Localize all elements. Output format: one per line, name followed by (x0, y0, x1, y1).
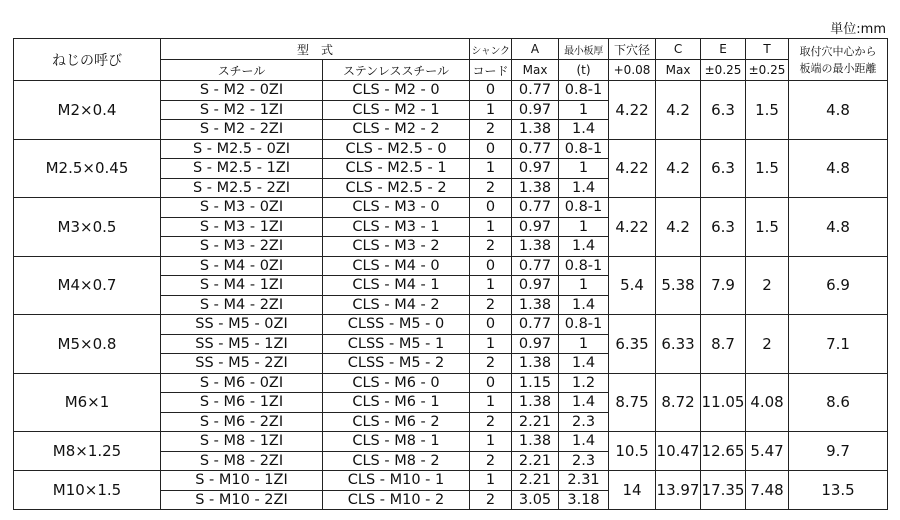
min-plate-cell: 1 (559, 159, 609, 179)
shank-code-cell: 1 (470, 217, 512, 237)
steel-model-cell: S - M4 - 0ZI (161, 256, 323, 276)
hole-diameter-cell: 4.22 (609, 198, 656, 257)
table-row (14, 81, 888, 101)
a-max-cell: 1.38 (512, 393, 559, 413)
hole-diameter-cell: 5.4 (609, 256, 656, 315)
steel-model-cell: S - M2 - 2ZI (161, 120, 323, 140)
steel-model-cell: S - M2 - 0ZI (161, 81, 323, 101)
shank-code-cell: 1 (470, 100, 512, 120)
thread-size-cell: M5×0.8 (14, 315, 161, 374)
header-a: A (512, 39, 559, 60)
header-min-distance-line2: 板端の最小距離 (799, 61, 877, 75)
table-row (14, 256, 888, 276)
min-plate-cell: 0.8-1 (559, 256, 609, 276)
header-thread: ねじの呼び (14, 39, 161, 81)
e-value-cell: 11.05 (701, 373, 746, 432)
steel-model-cell: SS - M5 - 0ZI (161, 315, 323, 335)
shank-code-cell: 1 (470, 471, 512, 491)
thread-size-cell: M3×0.5 (14, 198, 161, 257)
header-e: E (701, 39, 746, 60)
header-t: T (746, 39, 789, 60)
c-max-cell: 6.33 (656, 315, 701, 374)
min-plate-cell: 1 (559, 334, 609, 354)
steel-model-cell: SS - M5 - 1ZI (161, 334, 323, 354)
a-max-cell: 1.38 (512, 120, 559, 140)
min-plate-cell: 2.3 (559, 412, 609, 432)
min-plate-cell: 1.4 (559, 354, 609, 374)
steel-model-cell: S - M8 - 2ZI (161, 451, 323, 471)
stainless-model-cell: CLS - M2.5 - 1 (323, 159, 470, 179)
min-plate-cell: 1 (559, 100, 609, 120)
min-plate-cell: 0.8-1 (559, 81, 609, 101)
min-plate-cell: 1.4 (559, 295, 609, 315)
steel-model-cell: SS - M5 - 2ZI (161, 354, 323, 374)
shank-code-cell: 2 (470, 412, 512, 432)
header-hole: 下穴径 (609, 39, 656, 60)
e-value-cell: 6.3 (701, 198, 746, 257)
stainless-model-cell: CLS - M3 - 1 (323, 217, 470, 237)
a-max-cell: 2.21 (512, 412, 559, 432)
header-a-max: Max (512, 60, 559, 81)
table-row (14, 432, 888, 452)
min-distance-cell: 13.5 (789, 471, 888, 510)
steel-model-cell: S - M6 - 2ZI (161, 412, 323, 432)
table-row (14, 373, 888, 393)
shank-code-cell: 2 (470, 295, 512, 315)
min-distance-cell: 6.9 (789, 256, 888, 315)
a-max-cell: 0.97 (512, 276, 559, 296)
stainless-model-cell: CLS - M2.5 - 0 (323, 139, 470, 159)
e-value-cell: 7.9 (701, 256, 746, 315)
min-plate-cell: 1.4 (559, 178, 609, 198)
c-max-cell: 10.47 (656, 432, 701, 471)
thread-size-cell: M10×1.5 (14, 471, 161, 510)
header-shank: シャンク (470, 39, 512, 60)
a-max-cell: 2.21 (512, 451, 559, 471)
steel-model-cell: S - M4 - 1ZI (161, 276, 323, 296)
table-row (14, 139, 888, 159)
stainless-model-cell: CLS - M4 - 0 (323, 256, 470, 276)
a-max-cell: 1.38 (512, 354, 559, 374)
header-steel: スチール (161, 60, 323, 81)
min-distance-cell: 4.8 (789, 139, 888, 198)
c-max-cell: 4.2 (656, 198, 701, 257)
stainless-model-cell: CLS - M2 - 2 (323, 120, 470, 140)
stainless-model-cell: CLS - M6 - 1 (323, 393, 470, 413)
shank-code-cell: 1 (470, 159, 512, 179)
steel-model-cell: S - M3 - 1ZI (161, 217, 323, 237)
a-max-cell: 0.77 (512, 256, 559, 276)
table-body (14, 81, 888, 510)
spec-table (13, 38, 888, 510)
a-max-cell: 3.05 (512, 490, 559, 510)
table-row (14, 315, 888, 335)
stainless-model-cell: CLS - M4 - 2 (323, 295, 470, 315)
t-value-cell: 7.48 (746, 471, 789, 510)
min-plate-cell: 3.18 (559, 490, 609, 510)
steel-model-cell: S - M6 - 1ZI (161, 393, 323, 413)
steel-model-cell: S - M2 - 1ZI (161, 100, 323, 120)
hole-diameter-cell: 10.5 (609, 432, 656, 471)
header-t-tol: ±0.25 (746, 60, 789, 81)
steel-model-cell: S - M2.5 - 1ZI (161, 159, 323, 179)
hole-diameter-cell: 6.35 (609, 315, 656, 374)
shank-code-cell: 1 (470, 276, 512, 296)
e-value-cell: 17.35 (701, 471, 746, 510)
hole-diameter-cell: 14 (609, 471, 656, 510)
a-max-cell: 0.97 (512, 100, 559, 120)
min-plate-cell: 1.4 (559, 120, 609, 140)
a-max-cell: 1.38 (512, 237, 559, 257)
a-max-cell: 0.77 (512, 81, 559, 101)
c-max-cell: 4.2 (656, 81, 701, 140)
shank-code-cell: 2 (470, 451, 512, 471)
t-value-cell: 5.47 (746, 432, 789, 471)
shank-code-cell: 0 (470, 315, 512, 335)
hole-diameter-cell: 8.75 (609, 373, 656, 432)
header-min-plate-t: (t) (559, 60, 609, 81)
e-value-cell: 6.3 (701, 81, 746, 140)
min-distance-cell: 4.8 (789, 198, 888, 257)
shank-code-cell: 1 (470, 432, 512, 452)
min-distance-cell: 7.1 (789, 315, 888, 374)
e-value-cell: 6.3 (701, 139, 746, 198)
steel-model-cell: S - M10 - 2ZI (161, 490, 323, 510)
min-plate-cell: 1 (559, 276, 609, 296)
hole-diameter-cell: 4.22 (609, 139, 656, 198)
shank-code-cell: 0 (470, 373, 512, 393)
thread-size-cell: M6×1 (14, 373, 161, 432)
t-value-cell: 1.5 (746, 81, 789, 140)
steel-model-cell: S - M2.5 - 0ZI (161, 139, 323, 159)
stainless-model-cell: CLS - M3 - 2 (323, 237, 470, 257)
shank-code-cell: 0 (470, 81, 512, 101)
header-c: C (656, 39, 701, 60)
shank-code-cell: 0 (470, 198, 512, 218)
header-min-plate: 最小板厚 (559, 39, 609, 60)
shank-code-cell: 2 (470, 237, 512, 257)
shank-code-cell: 2 (470, 490, 512, 510)
min-distance-cell: 8.6 (789, 373, 888, 432)
hole-diameter-cell: 4.22 (609, 81, 656, 140)
thread-size-cell: M8×1.25 (14, 432, 161, 471)
stainless-model-cell: CLS - M8 - 1 (323, 432, 470, 452)
steel-model-cell: S - M10 - 1ZI (161, 471, 323, 491)
stainless-model-cell: CLSS - M5 - 1 (323, 334, 470, 354)
header-stainless: ステンレススチール (323, 60, 470, 81)
header-min-distance (789, 39, 888, 81)
steel-model-cell: S - M3 - 2ZI (161, 237, 323, 257)
thread-size-cell: M2×0.4 (14, 81, 161, 140)
steel-model-cell: S - M8 - 1ZI (161, 432, 323, 452)
steel-model-cell: S - M4 - 2ZI (161, 295, 323, 315)
a-max-cell: 1.38 (512, 178, 559, 198)
stainless-model-cell: CLS - M2 - 0 (323, 81, 470, 101)
c-max-cell: 5.38 (656, 256, 701, 315)
t-value-cell: 2 (746, 256, 789, 315)
stainless-model-cell: CLSS - M5 - 0 (323, 315, 470, 335)
a-max-cell: 0.97 (512, 159, 559, 179)
shank-code-cell: 2 (470, 178, 512, 198)
t-value-cell: 2 (746, 315, 789, 374)
stainless-model-cell: CLS - M4 - 1 (323, 276, 470, 296)
c-max-cell: 8.72 (656, 373, 701, 432)
thread-size-cell: M2.5×0.45 (14, 139, 161, 198)
c-max-cell: 4.2 (656, 139, 701, 198)
shank-code-cell: 0 (470, 139, 512, 159)
header-min-distance-line1: 取付穴中心から (799, 44, 877, 58)
table-row (14, 198, 888, 218)
c-max-cell: 13.97 (656, 471, 701, 510)
unit-label: 単位:mm (830, 22, 886, 37)
a-max-cell: 0.97 (512, 217, 559, 237)
stainless-model-cell: CLS - M3 - 0 (323, 198, 470, 218)
min-plate-cell: 1.2 (559, 373, 609, 393)
header-c-max: Max (656, 60, 701, 81)
stainless-model-cell: CLS - M2.5 - 2 (323, 178, 470, 198)
thread-size-cell: M4×0.7 (14, 256, 161, 315)
stainless-model-cell: CLS - M8 - 2 (323, 451, 470, 471)
a-max-cell: 0.77 (512, 315, 559, 335)
min-plate-cell: 0.8-1 (559, 315, 609, 335)
header-shank-code: コード (470, 60, 512, 81)
t-value-cell: 1.5 (746, 139, 789, 198)
min-plate-cell: 0.8-1 (559, 198, 609, 218)
e-value-cell: 8.7 (701, 315, 746, 374)
header-hole-tol: +0.08 (609, 60, 656, 81)
t-value-cell: 4.08 (746, 373, 789, 432)
steel-model-cell: S - M2.5 - 2ZI (161, 178, 323, 198)
steel-model-cell: S - M3 - 0ZI (161, 198, 323, 218)
a-max-cell: 1.15 (512, 373, 559, 393)
steel-model-cell: S - M6 - 0ZI (161, 373, 323, 393)
min-plate-cell: 1.4 (559, 432, 609, 452)
min-plate-cell: 1.4 (559, 237, 609, 257)
table-header (14, 39, 888, 81)
a-max-cell: 0.77 (512, 198, 559, 218)
e-value-cell: 12.65 (701, 432, 746, 471)
min-plate-cell: 2.31 (559, 471, 609, 491)
min-plate-cell: 1.4 (559, 393, 609, 413)
stainless-model-cell: CLS - M10 - 1 (323, 471, 470, 491)
min-plate-cell: 2.3 (559, 451, 609, 471)
table-row (14, 471, 888, 491)
a-max-cell: 2.21 (512, 471, 559, 491)
shank-code-cell: 2 (470, 120, 512, 140)
header-model: 型 式 (161, 39, 470, 60)
min-plate-cell: 0.8-1 (559, 139, 609, 159)
stainless-model-cell: CLS - M2 - 1 (323, 100, 470, 120)
t-value-cell: 1.5 (746, 198, 789, 257)
a-max-cell: 0.97 (512, 334, 559, 354)
shank-code-cell: 1 (470, 334, 512, 354)
a-max-cell: 1.38 (512, 295, 559, 315)
stainless-model-cell: CLSS - M5 - 2 (323, 354, 470, 374)
a-max-cell: 0.77 (512, 139, 559, 159)
min-distance-cell: 9.7 (789, 432, 888, 471)
a-max-cell: 1.38 (512, 432, 559, 452)
stainless-model-cell: CLS - M10 - 2 (323, 490, 470, 510)
min-plate-cell: 1 (559, 217, 609, 237)
shank-code-cell: 1 (470, 393, 512, 413)
header-e-tol: ±0.25 (701, 60, 746, 81)
min-distance-cell: 4.8 (789, 81, 888, 140)
stainless-model-cell: CLS - M6 - 0 (323, 373, 470, 393)
stainless-model-cell: CLS - M6 - 2 (323, 412, 470, 432)
shank-code-cell: 2 (470, 354, 512, 374)
shank-code-cell: 0 (470, 256, 512, 276)
